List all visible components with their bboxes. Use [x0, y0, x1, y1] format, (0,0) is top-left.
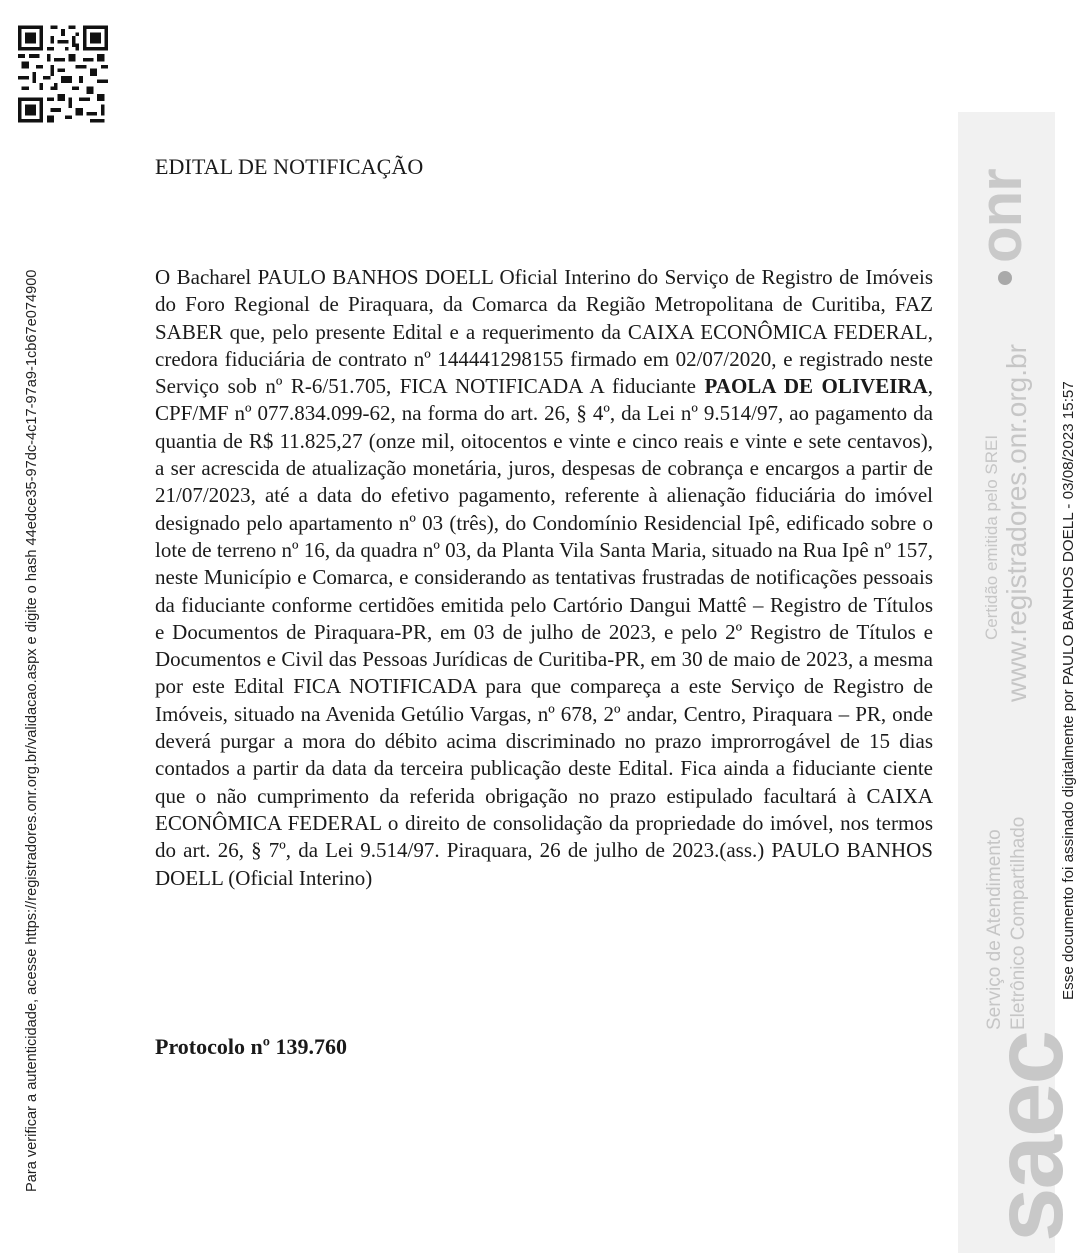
- notice-body: [155, 264, 933, 892]
- protocol-number: Protocolo nº 139.760: [155, 1034, 348, 1059]
- saec-logo: saec: [973, 1031, 1083, 1242]
- notice-body-part1: O Bacharel PAULO BANHOS DOELL Oficial Interino do Serviço de Registro de Imóveis do Foro Regional de Piraquara, da Comarca da Região Metropolitana de Curitiba, FAZ SABER que, pelo presente Edital e a requerimento da CAIXA ECONÔMICA FEDERAL, credora fiduciária de contrato nº 144441298155 firmado em 02/07/2020, e registrado neste Serviço sob nº R-6/51.705, FICA NOTIFICADA A fiduciante: [155, 265, 933, 399]
- qr-code: [18, 25, 108, 123]
- digital-signature-text: Esse documento foi assinado digitalmente por PAULO BANHOS DOELL - 03/08/2023 15:57: [1060, 381, 1077, 1000]
- servico-line-1: Serviço de Atendimento: [984, 829, 1005, 1030]
- document-title: EDITAL DE NOTIFICAÇÃO: [155, 154, 424, 179]
- onr-logo-text: onr: [967, 169, 1034, 263]
- registry-url: www.registradores.onr.org.br: [1001, 344, 1032, 702]
- notice-body-part2: , CPF/MF nº 077.834.099-62, na forma do art. 26, § 4º, da Lei nº 9.514/97, ao pagamento da quantia de R$ 11.825,27 (onze mil, oitocentos e vinte e cinco reais e vinte e sete centavos), a ser acrescida de atualização monetária, juros, despesas de cobrança e encargos a partir de 21/07/2023, até a data do efetivo pagamento, referente à alienação fiduciária do imóvel designado pelo apartamento nº 03 (três), do Condomínio Residencial Ipê, edificado sobre o lote de terreno nº 16, da quadra nº 03, da Planta Vila Santa Maria, situado na Rua Ipê nº 157, neste Município e Comarca, e considerando as tentativas frustradas de notificações pessoais da fiduciante conforme certidões emitida pelo Cartório Dangui Mattê – Registro de Títulos e Documentos de Piraquara-PR, em 03 de julho de 2023, e pelo 2º Registro de Títulos e Documentos e Civil das Pessoas Jurídicas de Curitiba-PR, em 30 de maio de 2023, a mesma por este Edital FICA NOTIFICADA para que compareça a este Serviço de Registro de Imóveis, situado na Avenida Getúlio Vargas, nº 678, 2º andar, Centro, Piraquara – PR, onde deverá purgar a mora do débito acima discriminado no prazo improrrogável de 15 dias contados a partir da data da terceira publicação deste Edital. Fica ainda a fiduciante ciente que o não cumprimento da referida obrigação no prazo estipulado facultará à CAIXA ECONÔMICA FEDERAL o direito de consolidação da propriedade do imóvel, nos termos do art. 26, § 7º, da Lei 9.514/97. Piraquara, 26 de julho de 2023.(ass.) PAULO BANHOS DOELL (Oficial Interino): [155, 374, 933, 890]
- debtor-name: PAOLA DE OLIVEIRA: [704, 374, 928, 399]
- onr-logo: [966, 169, 1035, 285]
- verification-side-text: Para verificar a autenticidade, acesse https://registradores.onr.org.br/validacao.aspx e digite o hash 44edce35-97dc-4c17-97a9-1cb67e074900: [24, 269, 40, 1192]
- servico-line-2: Eletrônico Compartilhado: [1008, 816, 1029, 1030]
- onr-dot-icon: [998, 271, 1012, 285]
- certidao-text: Certidão emitida pelo SREI: [982, 434, 1001, 640]
